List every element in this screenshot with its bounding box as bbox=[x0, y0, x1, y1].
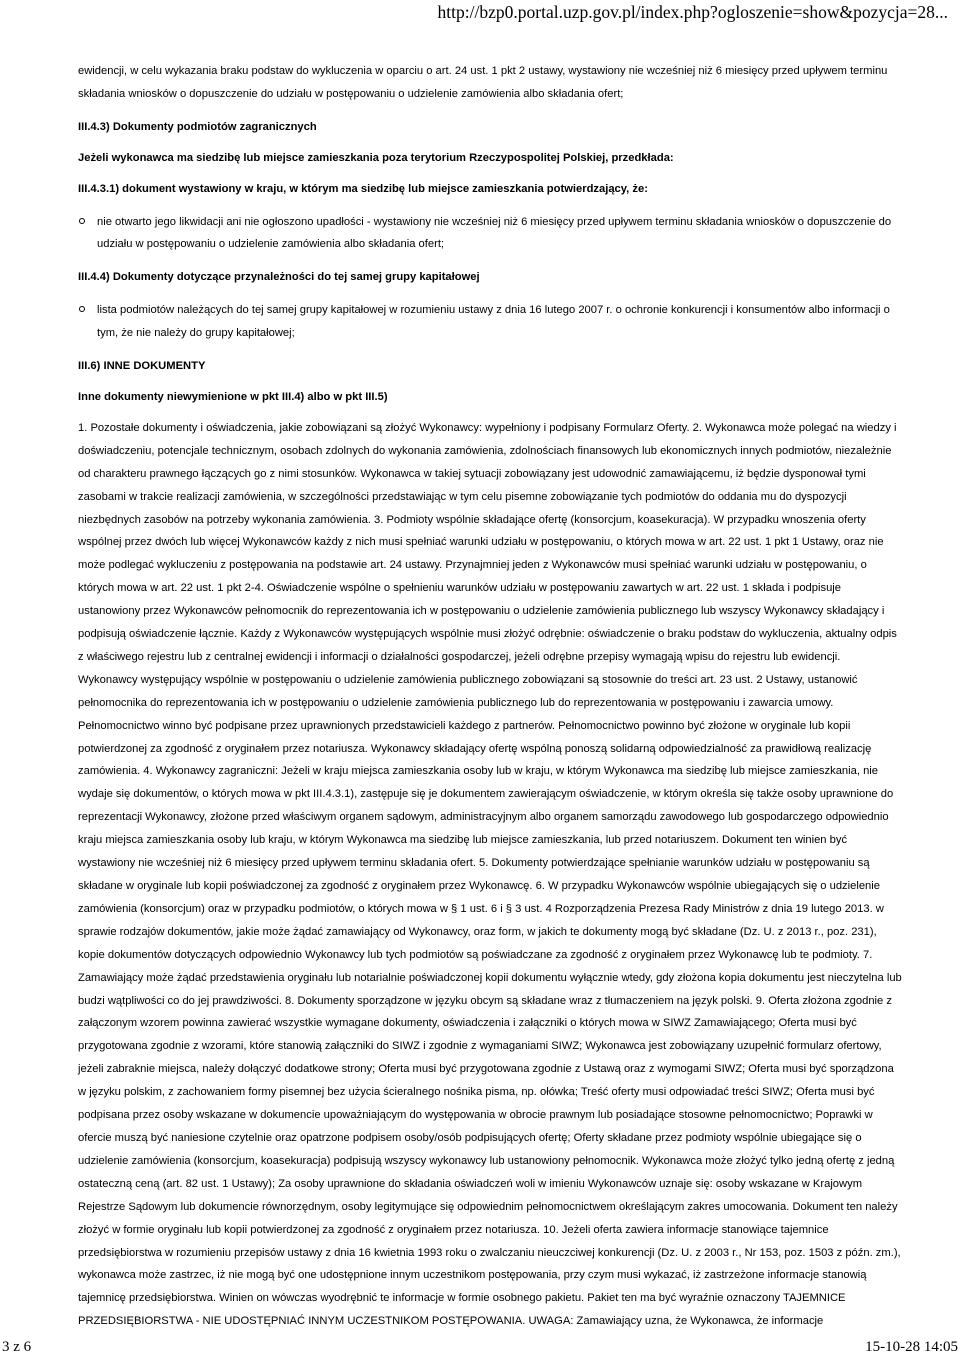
document-body bbox=[78, 60, 902, 1333]
bullet-icon bbox=[79, 218, 85, 224]
section-heading-iii-4-3: III.4.3) Dokumenty podmiotów zagranicznych bbox=[78, 120, 317, 133]
section-heading-iii-4-4: III.4.4) Dokumenty dotyczące przynależności do tej samej grupy kapitałowej bbox=[78, 271, 480, 284]
section-subheading-iii-6: Inne dokumenty niewymienione w pkt III.4) albo w pkt III.5) bbox=[78, 390, 388, 403]
section-subheading-iii-4-3: Jeżeli wykonawca ma siedzibę lub miejsce zamieszkania poza terytorium Rzeczypospolitej Polskiej, przedkłada: bbox=[78, 151, 674, 164]
section-heading-iii-6: III.6) INNE DOKUMENTY bbox=[78, 360, 206, 373]
list-item bbox=[78, 299, 902, 345]
list-item-text: nie otwarto jego likwidacji ani nie ogłoszono upadłości - wystawiony nie wcześniej niż 6 miesięcy przed upływem terminu składania wniosków o dopuszczenie do udziału w postępowaniu o udzielenie zamówienia albo składania ofert; bbox=[97, 215, 892, 251]
page-number: 3 z 6 bbox=[2, 1339, 32, 1355]
bullet-icon bbox=[79, 306, 85, 312]
section-heading-iii-4-3-1: III.4.3.1) dokument wystawiony w kraju, w którym ma siedzibę lub miejsce zamieszkania potwierdzający, że: bbox=[78, 182, 648, 195]
list-item bbox=[78, 211, 902, 257]
print-datetime: 15-10-28 14:05 bbox=[865, 1339, 958, 1355]
intro-paragraph: ewidencji, w celu wykazania braku podstaw do wykluczenia w oparciu o art. 24 ust. 1 pkt 2 ustawy, wystawiony nie wcześniej niż 6 miesięcy przed upływem terminu składania wniosków o dopuszczenie do udziału w postępowaniu o udzielenie zamówienia albo składania ofert; bbox=[78, 65, 888, 100]
page-url-header: http://bzp0.portal.uzp.gov.pl/index.php?ogloszenie=show&pozycja=28... bbox=[437, 2, 948, 22]
section-body-iii-6: 1. Pozostałe dokumenty i oświadczenia, jakie zobowiązani są złożyć Wykonawcy: wypełniony i podpisany Formularz Oferty. 2. Wykonawca może polegać na wiedzy i doświadczeniu, potencjale technicznym, osobach zdolnych do wykonania zamówienia, zdolnościach finansowych lub ekonomicznych innych podmiotów, niezależnie od charakteru prawnego łączących go z nimi stosunków. Wykonawca w takiej sytuacji zobowiązany jest udowodnić zamawiającemu, iż będzie dysponował tymi zasobami w trakcie realizacji zamówienia, w szczególności przedstawiając w tym celu pisemne zobowiązanie tych podmiotów do oddania mu do dyspozycji niezbędnych zasobów na potrzeby wykonania zamówienia. 3. Podmioty wspólnie składające ofertę (konsorcjum, koasekuracja). W przypadku wnoszenia oferty wspólnej przez dwóch lub więcej Wykonawców każdy z nich musi spełniać warunki udziału w postępowaniu, o których mowa w art. 22 ust. 1 pkt 1 Ustawy, oraz nie może podlegać wykluczeniu z postępowania na podstawie art. 24 ustawy. Przynajmniej jeden z Wykonawców musi spełniać warunki udziału w postępowaniu, o których mowa w art. 22 ust. 1 pkt 2-4. Oświadczenie wspólne o spełnieniu warunków udziału w postępowaniu zawartych w art. 22 ust. 1 składa i podpisuje ustanowiony przez Wykonawców pełnomocnik do reprezentowania ich w postępowaniu o udzielenie zamówienia publicznego lub wszyscy Wykonawcy składający i podpisują oświadczenie łącznie. Każdy z Wykonawców występujących wspólnie musi złożyć odrębnie: oświadczenie o braku podstaw do wykluczenia, aktualny odpis z właściwego rejestru lub z centralnej ewidencji i informacji o działalności gospodarczej, jeżeli odrębne przepisy wymagają wpisu do rejestru lub ewidencji. Wykonawcy występujący wspólnie w postępowaniu o udzielenie zamówienia publicznego zobowiązani są stosownie do treści art. 23 ust. 2 Ustawy, ustanowić pełnomocnika do reprezentowania ich w postępowaniu o udzielenie zamówienia publicznego lub do reprezentowania w postępowaniu i zawarcia umowy. Pełnomocnictwo winno być podpisane przez uprawnionych przedstawicieli każdego z partnerów. Pełnomocnictwo powinno być złożone w oryginale lub kopii potwierdzonej za zgodność z oryginałem przez notariusza. Wykonawcy składający ofertę wspólną ponoszą solidarną odpowiedzialność za prawidłową realizację zamówienia. 4. Wykonawcy zagraniczni: Jeżeli w kraju miejsca zamieszkania osoby lub w kraju, w którym Wykonawca ma siedzibę lub miejsce zamieszkania, nie wydaje się dokumentów, o których mowa w pkt III.4.3.1), zastępuje się je dokumentem zawierającym oświadczenie, w którym określa się także osoby uprawnione do reprezentacji Wykonawcy, złożone przed właściwym organem sądowym, administracyjnym albo organem samorządu zawodowego lub gospodarczego odpowiednio kraju miejsca zamieszkania osoby lub kraju, w którym Wykonawca ma siedzibę lub miejsce zamieszkania, lub przed notariuszem. Dokument ten winien być wystawiony nie wcześniej niż 6 miesięcy przed upływem terminu składania ofert. 5. Dokumenty potwierdzające spełnianie warunków udziału w postępowaniu są składane w oryginale lub kopii poświadczonej za zgodność z oryginałem przez Wykonawcę. 6. W przypadku Wykonawców wspólnie ubiegających się o udzielenie zamówienia (konsorcjum) oraz w przypadku podmiotów, o których mowa w § 1 ust. 6 i § 3 ust. 4 Rozporządzenia Prezesa Rady Ministrów z dnia 19 lutego 2013. w sprawie rodzajów dokumentów, jakie może żądać zamawiający od Wykonawcy, oraz form, w jakich te dokumenty mogą być składane (Dz. U. z 2013 r., poz. 231), kopie dokumentów dotyczących odpowiednio Wykonawcy lub tych podmiotów są poświadczane za zgodność z oryginałem przez Wykonawcę lub te podmioty. 7. Zamawiający może żądać przedstawienia oryginału lub notarialnie poświadczonej kopii dokumentu wyłącznie wtedy, gdy złożona kopia dokumentu jest nieczytelna lub budzi wątpliwości co do jej prawdziwości. 8. Dokumenty sporządzone w języku obcym są składane wraz z tłumaczeniem na język polski. 9. Oferta złożona zgodnie z załączonym wzorem powinna zawierać wszystkie wymagane dokumenty, oświadczenia i załączniki o których mowa w SIWZ Zamawiającego; Oferta musi być przygotowana zgodnie z wzorami, które stanowią załączniki do SIWZ i zgodnie z wymaganiami SIWZ; Wykonawca jest zobowiązany uzupełnić formularz ofertowy, jeżeli zabraknie miejsca, należy dołączyć dodatkowe strony; Oferta musi być przygotowana zgodnie z Ustawą oraz z wymogami SIWZ; Oferta musi być sporządzona w języku polskim, z zachowaniem formy pisemnej bez użycia ścieralnego nośnika pisma, np. ołówka; Treść oferty musi odpowiadać treści SIWZ; Oferta musi być podpisana przez osoby wskazane w dokumencie upoważniającym do występowania w obrocie prawnym lub posiadające stosowne pełnomocnictwo; Poprawki w ofercie muszą być naniesione czytelnie oraz opatrzone podpisem osoby/osób podpisujących ofertę; Oferty składane przez podmioty wspólnie ubiegające się o udzielenie zamówienia (konsorcjum, koasekuracja) podpisują wszyscy wykonawcy lub ustanowiony pełnomocnik. Wykonawca może złożyć tylko jedną ofertę z jedną ostateczną ceną (art. 82 ust. 1 Ustawy); Za osoby uprawnione do składania oświadczeń woli w imieniu Wykonawców uznaje się: osoby wskazane w Krajowym Rejestrze Sądowym lub dokumencie równorzędnym, osoby legitymujące się odpowiednim pełnomocnictwem określającym zakres umocowania. Dokument ten należy złożyć w formie oryginału lub kopii potwierdzonej za zgodność z oryginałem przez notariusza. 10. Jeżeli oferta zawiera informacje stanowiące tajemnice przedsiębiorstwa w rozumieniu przepisów ustawy z dnia 16 kwietnia 1993 roku o zwalczaniu nieuczciwej konkurencji (Dz. U. z 2003 r., Nr 153, poz. 1503 z późn. zm.), wykonawca może zastrzec, iż nie mogą być one udostępnione innym uczestnikom postępowania, przy czym musi wykazać, iż zastrzeżone informacje stanowią tajemnicę przedsiębiorstwa. Winien on wówczas wyodrębnić te informacje w formie osobnego pakietu. Pakiet ten ma być wyraźnie oznaczony TAJEMNICE PRZEDSIĘBIORSTWA - NIE UDOSTĘPNIAĆ INNYM UCZESTNIKOM POSTĘPOWANIA. UWAGA: Zamawiający uzna, że Wykonawca, że informacje bbox=[78, 421, 902, 1328]
list-item-text: lista podmiotów należących do tej samej grupy kapitałowej w rozumieniu ustawy z dnia 16 lutego 2007 r. o ochronie konkurencji i konsumentów albo informacji o tym, że nie należy do grupy kapitałowej; bbox=[97, 304, 890, 340]
